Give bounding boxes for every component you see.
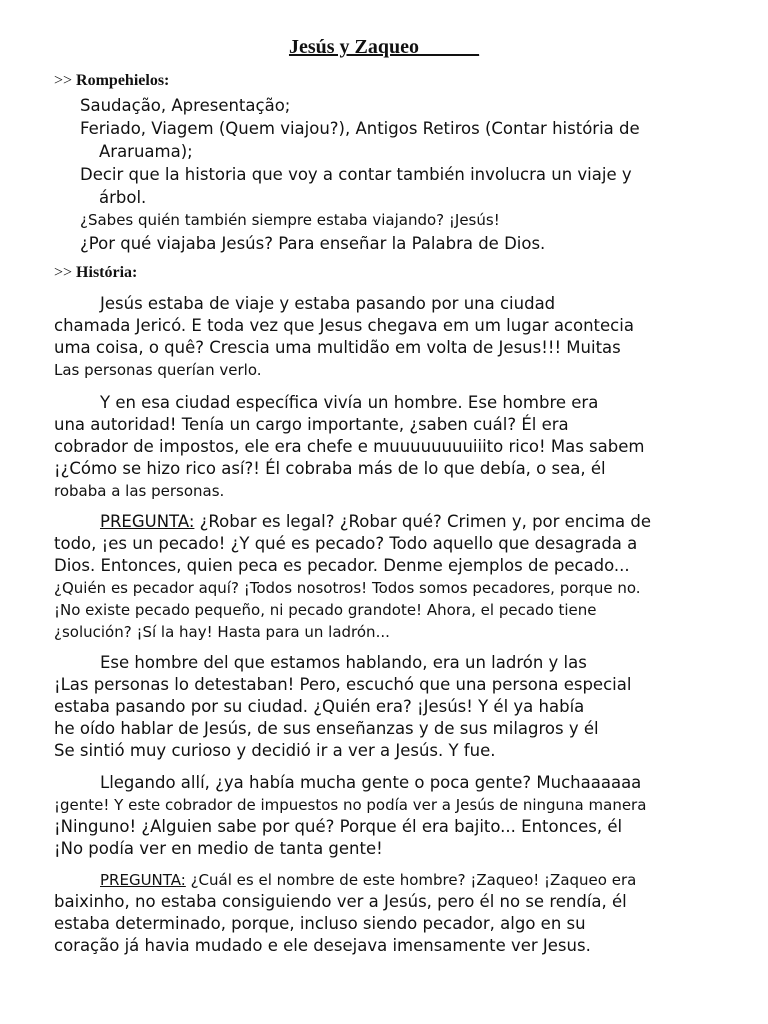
text-line [54,511,724,533]
section-arrow: >> [54,264,73,281]
list-item-text: ¿Por qué viajaba Jesús? Para enseñar la Palabra de Dios. [80,234,546,253]
list-item-line: árbol. [99,188,147,207]
list-item-text: ¿Sabes quién también siempre estaba viajando? ¡Jesús! [80,211,500,229]
text-line: ¡Las personas lo detestaban! Pero, escuchó que una persona especial [54,675,632,694]
document-title [0,36,768,59]
text-line: ¡gente! Y este cobrador de impuestos no podía ver a Jesús de ninguna manera [54,796,647,814]
text-line: ¡Ninguno! ¿Alguien sabe por qué? Porque él era bajito... Entonces, él [54,817,623,836]
pregunta-text: ¿Robar es legal? ¿Robar qué? Crimen y, por encima de [194,512,652,531]
section-label: Rompehielos: [76,72,170,89]
text-line: Jesús estaba de viaje y estaba pasando por una ciudad [100,294,556,313]
text-line: todo, ¡es un pecado! ¿Y qué es pecado? Todo aquello que desagrada a [54,534,638,553]
text-line: estaba pasando por su ciudad. ¿Quién era? ¡Jesús! Y él ya había [54,697,585,716]
text-line: he oído hablar de Jesús, de sus enseñanzas y de sus milagros y él [54,719,599,738]
list-item [60,232,720,255]
section-label: História: [76,264,138,281]
list-item-text: Saudação, Apresentação; [80,96,291,115]
bullet-box-icon [60,94,80,117]
title-underline-trail: ______ [419,36,480,58]
text-line: coração já havia mudado e ele desejava imensamente ver Jesus. [54,936,591,955]
paragraph-4 [54,652,724,762]
text-line: Ese hombre del que estamos hablando, era un ladrón y las [100,653,587,672]
icebreaker-list [60,94,720,255]
pregunta-text: ¿Cuál es el nombre de este hombre? ¡Zaqueo! ¡Zaqueo era [185,871,637,889]
paragraph-2 [54,392,724,502]
section-historia [54,264,137,282]
list-item-line: Feriado, Viagem (Quem viajou?), Antigos Retiros (Contar história de [80,119,640,138]
text-line: ¿solución? ¡Sí la hay! Hasta para un ladrón... [54,623,390,641]
paragraph-3 [54,511,724,643]
text-line: chamada Jericó. E toda vez que Jesus chegava em um lugar acontecia [54,316,634,335]
paragraph-5 [54,772,724,860]
text-line: Llegando allí, ¿ya había mucha gente o poca gente? Muchaaaaaa [100,773,642,792]
list-item [60,209,720,232]
bullet-box-icon [60,232,80,255]
list-item [60,163,720,209]
text-line: Y en esa ciudad específica vivía un hombre. Ese hombre era [100,393,599,412]
paragraph-1 [54,293,724,381]
text-line: una autoridad! Tenía un cargo importante, ¿saben cuál? Él era [54,415,569,434]
paragraph-6 [54,869,724,957]
bullet-box-icon [60,163,80,209]
text-line: cobrador de impostos, ele era chefe e muuuuuuuuiiito rico! Mas sabem [54,437,645,456]
text-line: robaba a las personas. [54,482,225,500]
list-item-text [80,117,720,163]
text-line: Dios. Entonces, quien peca es pecador. Denme ejemplos de pecado... [54,556,630,575]
section-rompehielos [54,72,169,90]
title-text: Jesús y Zaqueo [288,36,420,58]
bullet-box-icon [60,117,80,163]
pregunta-label: PREGUNTA: [100,512,195,531]
list-item-text [80,163,720,209]
list-item [60,94,720,117]
section-arrow: >> [54,72,73,89]
list-item-line: Decir que la historia que voy a contar también involucra un viaje y [80,165,632,184]
list-item [60,117,720,163]
text-line: ¿Quién es pecador aquí? ¡Todos nosotros! Todos somos pecadores, porque no. [54,579,641,597]
pregunta-label: PREGUNTA: [100,871,186,889]
text-line: estaba determinado, porque, incluso siendo pecador, algo en su [54,914,586,933]
bullet-box-icon [60,209,80,232]
text-line: ¡No existe pecado pequeño, ni pecado grandote! Ahora, el pecado tiene [54,601,597,619]
text-line: Las personas querían verlo. [54,361,262,379]
list-item-line: Araruama); [99,142,193,161]
text-line: baixinho, no estaba consiguiendo ver a Jesús, pero él no se rendía, él [54,892,627,911]
text-line [54,869,724,891]
text-line: ¡¿Cómo se hizo rico así?! Él cobraba más de lo que debía, o sea, él [54,459,606,478]
text-line: Se sintió muy curioso y decidió ir a ver a Jesús. Y fue. [54,741,496,760]
text-line: ¡No podía ver en medio de tanta gente! [54,839,383,858]
text-line: uma coisa, o quê? Crescia uma multidão em volta de Jesus!!! Muitas [54,338,621,357]
